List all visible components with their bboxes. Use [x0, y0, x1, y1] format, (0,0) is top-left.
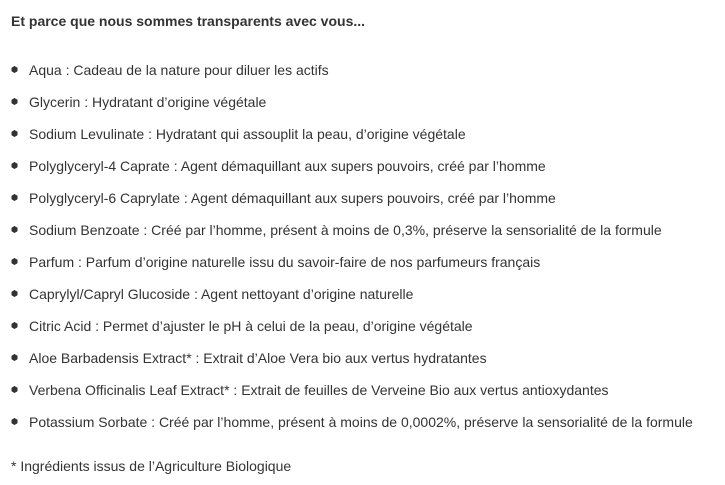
ingredient-text: Potassium Sorbate : Créé par l’homme, présent à moins de 0,0002%, préserve la sensorialité de la formule	[29, 414, 693, 430]
hexagon-bullet-icon	[11, 322, 18, 329]
ingredient-text: Aqua : Cadeau de la nature pour diluer les actifs	[29, 62, 329, 78]
hexagon-bullet-icon	[11, 290, 18, 297]
hexagon-bullet-icon	[11, 386, 18, 393]
ingredient-text: Citric Acid : Permet d’ajuster le pH à celui de la peau, d’origine végétale	[29, 318, 473, 334]
organic-footnote: * Ingrédients issus de l’Agriculture Biologique	[11, 458, 292, 474]
hexagon-bullet-icon	[11, 194, 18, 201]
hexagon-bullet-icon	[11, 418, 18, 425]
ingredient-item	[0, 411, 693, 443]
hexagon-bullet-icon	[11, 258, 18, 265]
ingredient-item	[0, 283, 693, 315]
ingredient-text: Aloe Barbadensis Extract* : Extrait d’Aloe Vera bio aux vertus hydratantes	[29, 350, 487, 366]
ingredient-item	[0, 187, 693, 219]
ingredient-text: Verbena Officinalis Leaf Extract* : Extrait de feuilles de Verveine Bio aux vertus antioxydantes	[29, 382, 609, 398]
ingredient-text: Sodium Levulinate : Hydratant qui assouplit la peau, d’origine végétale	[29, 126, 466, 142]
hexagon-bullet-icon	[11, 354, 18, 361]
ingredient-text: Glycerin : Hydratant d’origine végétale	[29, 94, 267, 110]
ingredient-item	[0, 315, 693, 347]
ingredient-text: Parfum : Parfum d’origine naturelle issu du savoir-faire de nos parfumeurs français	[29, 254, 541, 270]
ingredient-item	[0, 123, 693, 155]
ingredient-item	[0, 59, 693, 91]
hexagon-bullet-icon	[11, 66, 18, 73]
hexagon-bullet-icon	[11, 130, 18, 137]
ingredient-item	[0, 251, 693, 283]
hexagon-bullet-icon	[11, 162, 18, 169]
ingredient-text: Caprylyl/Capryl Glucoside : Agent nettoyant d’origine naturelle	[29, 286, 414, 302]
ingredient-list	[0, 59, 693, 443]
ingredient-text: Polyglyceryl-4 Caprate : Agent démaquillant aux supers pouvoirs, créé par l’homme	[29, 158, 546, 174]
ingredient-item	[0, 347, 693, 379]
ingredient-item	[0, 219, 693, 251]
ingredient-text: Sodium Benzoate : Créé par l’homme, présent à moins de 0,3%, préserve la sensorialité de la formule	[29, 222, 662, 238]
section-heading: Et parce que nous sommes transparents avec vous...	[11, 13, 366, 29]
ingredient-item	[0, 379, 693, 411]
hexagon-bullet-icon	[11, 226, 18, 233]
hexagon-bullet-icon	[11, 98, 18, 105]
ingredient-item	[0, 91, 693, 123]
ingredient-item	[0, 155, 693, 187]
ingredient-text: Polyglyceryl-6 Caprylate : Agent démaquillant aux supers pouvoirs, créé par l’homme	[29, 190, 556, 206]
